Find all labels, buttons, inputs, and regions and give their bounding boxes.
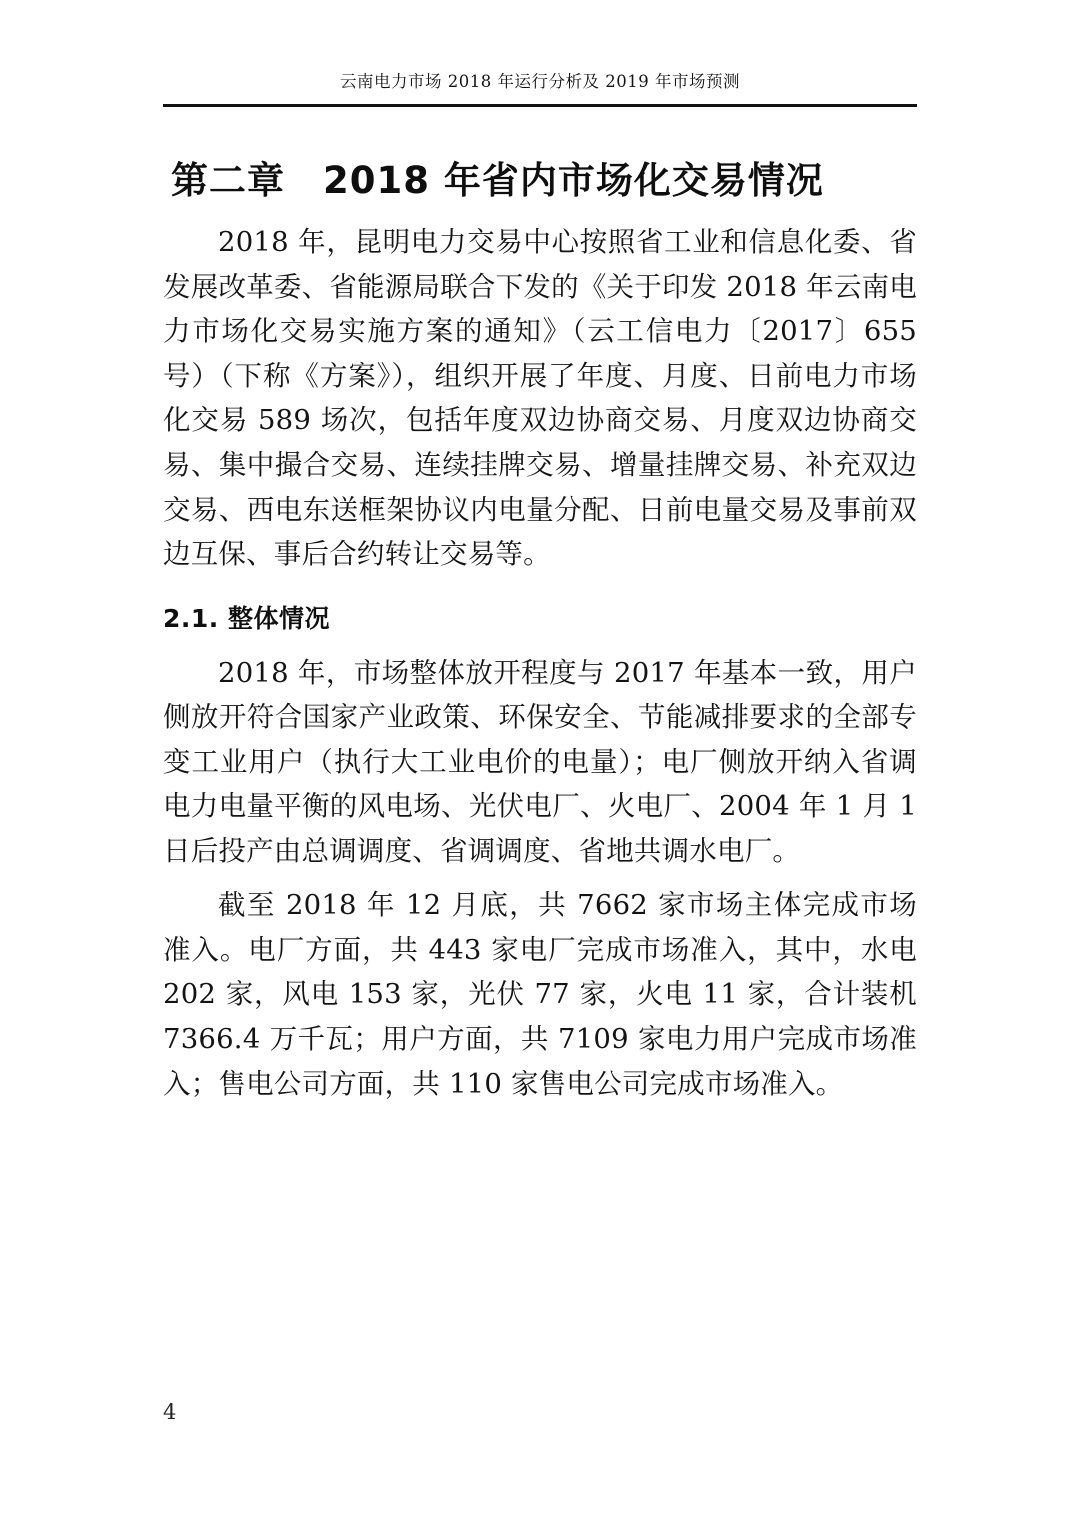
page-content xyxy=(163,140,917,1106)
section-2-1-paragraph-2: 截至 2018 年 12 月底，共 7662 家市场主体完成市场准入。电厂方面，共 443 家电厂完成市场准入，其中，水电 202 家，风电 153 家，光伏 77 家，火电 11 家，合计装机 7366.4 万千瓦；用户方面，共 7109 家电力用户完成市场准入；售电公司方面，共 110 家售电公司完成市场准入。 xyxy=(163,889,917,1100)
page-header-text: 云南电力市场 2018 年运行分析及 2019 年市场预测 xyxy=(340,72,740,91)
chapter-title: 第二章 2018 年省内市场化交易情况 xyxy=(171,159,824,202)
section-heading-2-1: 2.1. 整体情况 xyxy=(163,603,330,633)
section-2-1-paragraph-1: 2018 年，市场整体放开程度与 2017 年基本一致，用户侧放开符合国家产业政策、环保安全、节能减排要求的全部专变工业用户（执行大工业电价的电量）；电厂侧放开纳入省调电力电量平衡的风电场、光伏电厂、火电厂、2004 年 1 月 1 日后投产由总调调度、省调调度、省地共调水电厂。 xyxy=(163,656,917,867)
intro-paragraph: 2018 年，昆明电力交易中心按照省工业和信息化委、省发展改革委、省能源局联合下发的《关于印发 2018 年云南电力市场化交易实施方案的通知》（云工信电力〔2017〕655 号）（下称《方案》），组织开展了年度、月度、日前电力市场化交易 589 场次，包括年度双边协商交易、月度双边协商交易、集中撮合交易、连续挂牌交易、增量挂牌交易、补充双边交易、西电东送框架协议内电量分配、日前电量交易及事前双边互保、事后合约转让交易等。 xyxy=(163,226,917,571)
header-divider xyxy=(163,104,917,107)
page-header xyxy=(163,70,917,93)
page-number: 4 xyxy=(163,1400,177,1424)
